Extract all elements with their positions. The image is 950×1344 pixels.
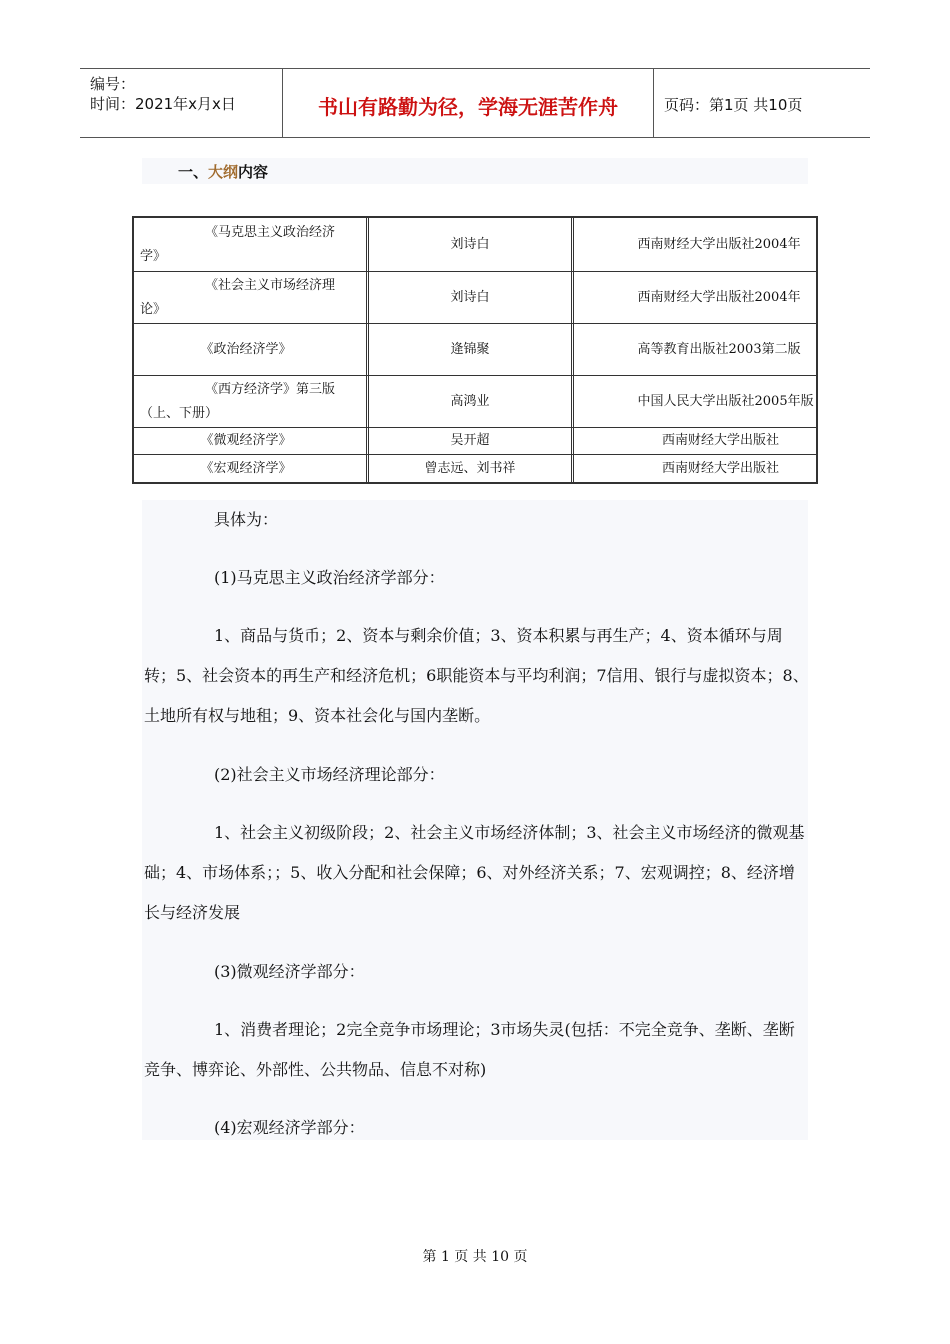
book-cell: 《微观经济学》 <box>134 428 369 454</box>
section-2-title: (2)社会主义市场经济理论部分： <box>214 765 445 784</box>
outline-title-suffix: 内容 <box>238 163 269 181</box>
book-cell: 《马克思主义政治经济学》 <box>134 218 369 271</box>
section-2-body: 1、社会主义初级阶段；2、社会主义市场经济体制；3、社会主义市场经济的微观基础；4、市场体系；；5、收入分配和社会保障；6、对外经济关系；7、宏观调控；8、经济增长与经济发展 <box>144 823 805 922</box>
header-page-cell <box>654 69 870 137</box>
publisher-cell: 西南财经大学出版社 <box>662 460 780 476</box>
publisher-cell: 西南财经大学出版社2004年 <box>637 236 801 252</box>
author-cell: 吴开超 <box>369 428 574 454</box>
date-label: 时间：2021年x月x日 <box>90 95 236 113</box>
outline-title-prefix: 一、 <box>178 163 209 181</box>
publisher-cell: 西南财经大学出版社 <box>662 433 780 448</box>
author-cell: 高鸿业 <box>369 376 574 427</box>
serial-label: 编号： <box>90 75 136 93</box>
section-3-title: (3)微观经济学部分： <box>214 962 365 981</box>
book-cell: 《西方经济学》第三版（上、下册） <box>134 376 369 427</box>
publisher-cell: 高等教育出版社2003第二版 <box>637 341 801 357</box>
book-cell: 《宏观经济学》 <box>134 455 369 482</box>
section-3-body: 1、消费者理论；2完全竞争市场理论；3市场失灵(包括：不完全竞争、垄断、垄断竞争、博弈论、外部性、公共物品、信息不对称) <box>144 1020 795 1079</box>
publisher-cell: 中国人民大学出版社2005年版 <box>637 393 814 409</box>
section-1-body: 1、商品与货币；2、资本与剩余价值；3、资本积累与再生产；4、资本循环与周转；5、社会资本的再生产和经济危机；6职能资本与平均利润；7信用、银行与虚拟资本；8、土地所有权与地租；9、资本社会化与国内垄断。 <box>144 626 809 725</box>
outline-title-highlight: 大纲 <box>208 163 239 181</box>
author-cell: 刘诗白 <box>369 218 574 271</box>
outline-title <box>178 161 268 182</box>
page-label: 页码：第1页 共10页 <box>664 96 803 114</box>
page-header <box>80 68 870 138</box>
page-footer: 第 1 页 共 10 页 <box>422 1249 528 1265</box>
header-meta <box>80 69 283 137</box>
publisher-cell: 西南财经大学出版社2004年 <box>637 289 801 305</box>
outline-heading-bar <box>142 158 808 184</box>
author-cell: 刘诗白 <box>369 272 574 323</box>
book-table <box>132 216 818 484</box>
header-motto-cell <box>283 69 654 137</box>
book-cell: 《社会主义市场经济理论》 <box>134 272 369 323</box>
table-row <box>134 375 816 427</box>
section-1-title: (1)马克思主义政治经济学部分： <box>214 568 445 587</box>
intro-text: 具体为： <box>214 510 279 529</box>
section-4-title: (4)宏观经济学部分： <box>214 1118 365 1137</box>
table-row <box>134 454 816 482</box>
author-cell: 曾志远、刘书祥 <box>369 455 574 482</box>
author-cell: 逄锦聚 <box>369 324 574 375</box>
table-row <box>134 323 816 375</box>
table-row <box>134 271 816 323</box>
table-row <box>134 218 816 271</box>
table-row <box>134 427 816 454</box>
motto: 书山有路勤为径，学海无涯苦作舟 <box>318 95 618 119</box>
book-cell: 《政治经济学》 <box>134 324 369 375</box>
